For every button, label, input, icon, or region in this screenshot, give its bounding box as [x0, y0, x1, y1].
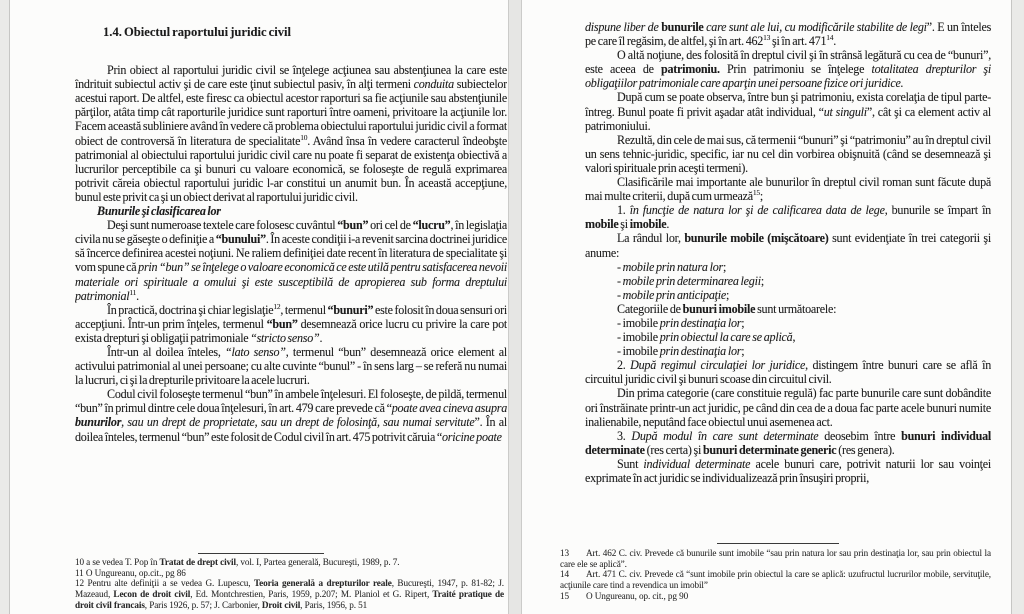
text-run: După cum se poate observa, între bun şi patrimoniu, exista corelaţia de tipul parte-întreg. Bunul poate fi privit aşadar atât individual, “	[585, 90, 991, 119]
footnote	[560, 548, 991, 569]
text-run: , termenul “bun” desemnează orice element al activului patrimonial al unei persoane; cu alte cuvinte “bunul” - în sens larg – se referă nu numai la lucruri, ci şi la drepturile privitoare la acele lucruri.	[75, 344, 507, 388]
text-run: sunt următoarele:	[755, 301, 837, 316]
text-run: bunurilor	[75, 415, 122, 430]
footnote-ref: 15	[752, 188, 760, 198]
text-run: prin obiectul la care se aplică	[659, 330, 793, 345]
text-run: prin destinaţia lor	[659, 315, 742, 330]
paragraph	[585, 133, 991, 175]
text-run: Traité pratique de droit civil francais	[75, 589, 504, 610]
text-run: , Bucureşti, 1947, p. 81-82; J. Mazeaud,	[75, 578, 504, 600]
text-run: bunurile	[661, 20, 707, 34]
text-run: ”, cât şi ca element activ al patrimoniului.	[585, 104, 991, 133]
text-run: acele bunuri care, potrivit naturii lor sau voinţei exprimate în act juridic se individualizează prin însuşiri proprii,	[585, 456, 991, 485]
text-run: 1.	[617, 203, 630, 218]
text-run: Sunt	[617, 456, 644, 471]
text-run: “bun”	[266, 316, 298, 331]
text-run: , în legislaţia civila nu se găseşte o definiţie a	[75, 218, 507, 247]
text-run: totalitatea drepturilor şi obligaţiilor patrimoniale care aparţin unei persoane fizice ori juridice.	[585, 62, 991, 91]
text-run: “lato senso”	[224, 344, 286, 359]
paragraph	[585, 429, 991, 457]
page-left-footnote-block	[10, 544, 508, 614]
text-run: sunt evidenţiate în trei categorii şi anume:	[585, 231, 991, 260]
text-run: “lucru”	[412, 218, 451, 233]
text-run: care sunt ale lui, cu modificările stabilite de legi	[706, 20, 927, 34]
text-run: , Paris, 1956, p. 51	[300, 599, 368, 610]
paragraph	[585, 203, 991, 231]
text-run: Droit civil	[261, 599, 301, 610]
text-run: ”. În al doilea înteles, termenul “bun” este folosit de Codul civil în art. 475 potrivit căruia “	[75, 415, 507, 444]
text-run: conduita	[413, 77, 454, 92]
text-run: Din prima categorie (care constituie regulă) fac parte bunurile care sunt dobândite ori înstrăinate printr-un act juridic, pe când din cea de a doua fac parte acele bunuri numite inalienabile, neputând face obiectul unui asemenea act.	[585, 386, 991, 429]
footnote	[75, 578, 504, 610]
text-run: Codul civil foloseşte termenul “bun” în ambele înţelesuri. El foloseşte, de pildă, termenul “bun” în primul dintre cele doua înţelesuri, în art. 479 care prevede că “	[75, 387, 507, 416]
text-run: ;	[722, 259, 727, 274]
text-run: ;	[760, 273, 764, 288]
footnote	[75, 568, 504, 579]
paragraph	[585, 48, 991, 90]
text-run: . Având însa în vedere caracterul îndeobşte patrimonial al obiectului raportului juridic civil care nu poate fi separat de existenţa obiectivă a lucrurilor perceptibile ca şi bunuri cu valoare economică, se foloseşte de regulă exprimarea potrivit căreia obiectul raportului juridic l-ar constitui un anumit bun. În această accepţiune, bunul este privit ca şi un obiect derivat al raportului juridic civil.	[75, 133, 507, 204]
text-run: 10 a se vedea T. Pop în	[75, 557, 160, 567]
text-run: bunurile mobile (mişcătoare)	[684, 231, 829, 246]
text-run: bunuri determinate generic	[702, 442, 837, 457]
text-run: .	[666, 217, 670, 232]
paragraph	[585, 231, 991, 259]
text-run: Tratat de drept civil	[159, 557, 236, 567]
text-run: şi în art. 471	[770, 34, 827, 49]
subheading	[75, 204, 507, 218]
text-run: - imobile	[617, 344, 660, 359]
text-run: mobile prin natura lor	[622, 259, 723, 274]
text-run: Prin patrimoniu se înţelege	[719, 62, 872, 77]
text-run: “bunului”	[215, 232, 266, 247]
list-item	[617, 274, 991, 288]
page-left	[10, 0, 508, 614]
text-run: ;	[741, 315, 745, 330]
text-run: . În aceste condiţii i-a revenit sarcina doctrinei juridice să încerce definirea acestei noţiuni. Ne raliem definiţiei date recent în literatura de specialitate şi vom spune că	[75, 232, 507, 275]
text-run: Lecon de droit civil	[113, 589, 191, 600]
paragraph	[75, 218, 507, 303]
text-run: patrimoniu.	[660, 62, 720, 77]
page-right	[522, 0, 1011, 614]
page-edge-left	[0, 0, 10, 614]
paragraph	[585, 90, 991, 132]
text-run: mobile prin determinarea legii	[622, 273, 761, 288]
footnote-ref: 14	[826, 33, 834, 43]
text-run: în funcţie de natura lor şi de calificarea data de lege	[629, 203, 885, 218]
paragraph	[585, 386, 991, 428]
text-run: O Ungureanu, op. cit., pg 90	[586, 590, 689, 601]
text-run: ,	[792, 330, 796, 345]
section-heading	[103, 25, 507, 39]
text-run: imobile	[629, 217, 667, 232]
footnote-number: 15	[560, 590, 569, 601]
text-run: .	[833, 34, 837, 49]
text-run: oricine poate	[441, 429, 502, 444]
footnote	[75, 557, 504, 568]
text-run: deosebim între	[818, 428, 902, 443]
text-run: Rezultă, din cele de mai sus, că termenii “bunuri” şi “patrimoniu” au în dreptul civil un sens tehnic-juridic, specific, iar nu cel din vorbirea obişnuită (când se desemnează şi valori spirituale prin aceşti termeni).	[585, 132, 991, 175]
footnote	[560, 569, 991, 590]
text-run: prin “bun” se înţelege o valoare economică ce este utilă pentru satisfacerea nevoii materiale ori spirituale a omului şi este susceptibilă de apropierea sub forma dreptului patrimonial	[75, 260, 507, 303]
paragraph	[75, 63, 507, 204]
text-run: Art. 471 C. civ. Prevede că “sunt imobile prin obiectul la care se aplică: uzufructul lucrurilor mobile, servituţile, acţiunile care tind a revendica un imobil”	[560, 569, 991, 591]
text-run: “bunuri”	[327, 302, 374, 317]
text-run: , Paris 1926, p. 57; J. Carbonier,	[144, 599, 262, 610]
text-run: ;	[759, 189, 763, 204]
list-item	[617, 260, 991, 274]
paragraph	[75, 303, 507, 345]
text-run: 12 Pentru alte definiţii a se vedea G. Lupescu,	[75, 578, 254, 589]
footnote-list	[10, 554, 508, 611]
text-run: ut singuli	[823, 104, 867, 119]
text-run: “stricto senso”	[250, 330, 320, 345]
text-run: bunuri imobile	[682, 301, 756, 316]
text-run: -	[617, 259, 623, 274]
text-run: Teoria generală a drepturilor reale	[253, 578, 392, 589]
text-run: poate avea cineva asupra	[391, 401, 507, 416]
footnote-number: 13	[560, 548, 569, 558]
text-run: .	[136, 288, 139, 303]
page-left-body	[75, 25, 507, 614]
footnote-ref: 10	[300, 132, 308, 142]
text-run: ”. E un înteles pe care îl regăsim, de altfel, şi în art. 462	[585, 20, 991, 49]
text-run: - imobile	[617, 315, 660, 330]
list-item	[617, 344, 991, 358]
text-run: 11 O Ungureanu, op.cit., pg 86	[75, 567, 186, 578]
text-run: ;	[741, 344, 745, 359]
list-item	[617, 316, 991, 330]
text-run: , Ed. Montchrestien, Paris, 1959, p.207; M. Planiol et G. Ripert,	[190, 589, 433, 600]
footnote	[560, 591, 991, 602]
text-run: mobile	[585, 217, 619, 232]
paragraph	[585, 20, 991, 48]
text-run: ori cel de	[368, 218, 413, 233]
text-run: Bunurile şi clasificarea lor	[97, 204, 221, 219]
text-run: Art. 462 C. civ. Prevede că bunurile sunt imobile “sau prin natura lor sau prin destinaţia lor, sau prin obiectul la care ele se aplică”.	[560, 548, 991, 569]
page-right-body	[585, 20, 991, 614]
text-run: După regimul circulaţiei lor juridice	[630, 358, 806, 373]
footnote-ref: 13	[763, 33, 771, 43]
text-run: , sau un drept de proprietate, sau un drept de folosinţă, sau numai servitute	[121, 415, 475, 430]
text-run: (res genera).	[836, 442, 895, 457]
text-run: dispune liber de	[585, 20, 662, 34]
paragraph	[585, 175, 991, 203]
text-run: -	[617, 273, 623, 288]
text-run: , bunurile se împart în	[884, 203, 991, 218]
text-run: individual determinate	[643, 456, 751, 471]
text-run: desemnează orice lucru cu privire la care pot exista drepturi şi obligaţii patrimoniale	[75, 316, 507, 345]
text-run: subiectelor acestui raport. De altfel, este firesc ca obiectul acestor raporturi sa fie acţiunile sau abstenţiunile părţilor, atâta timp cât raporturile juridice sunt raporturi între oameni, privitoare la acţiunile lor. Facem această subliniere având în vedere că problema obiectului raportului juridic civil a format obiect de controversă în literatura de specialitate	[75, 77, 507, 148]
text-run: În practică, doctrina şi chiar legislaţie	[107, 302, 274, 317]
list-item	[617, 302, 991, 316]
text-run: Prin obiect al raportului juridic civil se înţelege acţiunea sau abstenţiunea la care este îndrituit subiectul activ şi de care este ţinut subiectul pasiv, în alţi termeni	[75, 63, 507, 92]
footnote-list	[522, 544, 1011, 602]
text-run: 2.	[617, 358, 631, 373]
page-right-footnote-block	[522, 534, 1011, 614]
text-run: 1.4. Obiectul raportului juridic civil	[103, 25, 291, 39]
text-run: Categoriile de	[617, 301, 683, 316]
text-run: Deşi sunt numeroase textele care folosesc cuvântul	[107, 218, 338, 233]
text-run: Clasificările mai importante ale bunurilor în dreptul civil roman sunt făcute după mai multe criterii, după cum urmează	[585, 175, 991, 204]
text-run: - imobile	[617, 330, 660, 345]
text-run: ;	[725, 287, 730, 302]
text-run: , vol. I, Partea generală, Bucureşti, 1989, p. 7.	[235, 557, 400, 567]
text-run: .	[319, 330, 323, 345]
text-run: şi	[618, 217, 630, 232]
text-run: La rândul lor,	[617, 231, 685, 246]
page-gutter	[508, 0, 522, 614]
text-run: , distingem între bunuri care se află în circuitul juridic civil şi bunuri scoase din circuitul civil.	[585, 358, 991, 387]
text-run: 3.	[617, 428, 632, 443]
text-run: Într-un al doilea înteles,	[107, 344, 225, 359]
list-item	[617, 330, 991, 344]
text-run: mobile prin anticipaţie	[622, 287, 726, 302]
page-edge-right	[1011, 0, 1023, 614]
text-run: bunuri individual determinate	[585, 428, 991, 457]
footnote-ref: 11	[129, 287, 137, 297]
text-run: -	[617, 287, 623, 302]
footnote-ref: 12	[273, 301, 281, 311]
text-run: , termenul	[280, 302, 328, 317]
text-run: După modul în care sunt determinate	[631, 428, 819, 443]
paragraph	[75, 387, 507, 443]
paragraph	[75, 345, 507, 387]
text-run: prin destinaţia lor	[659, 344, 742, 359]
text-run: “bun”	[337, 218, 369, 233]
paragraph	[585, 358, 991, 386]
text-run: O altă noţiune, des folosită în dreptul civil şi în strânsă legătură cu cea de “bunuri”, este aceea de	[585, 48, 991, 77]
paragraph	[585, 457, 991, 485]
list-item	[617, 288, 991, 302]
text-run: este folosit în doua sensuri ori accepţiuni. Într-un prim înţeles, termenul	[75, 302, 507, 331]
text-run: (res certa) şi	[644, 442, 703, 457]
footnote-number: 14	[560, 569, 569, 580]
